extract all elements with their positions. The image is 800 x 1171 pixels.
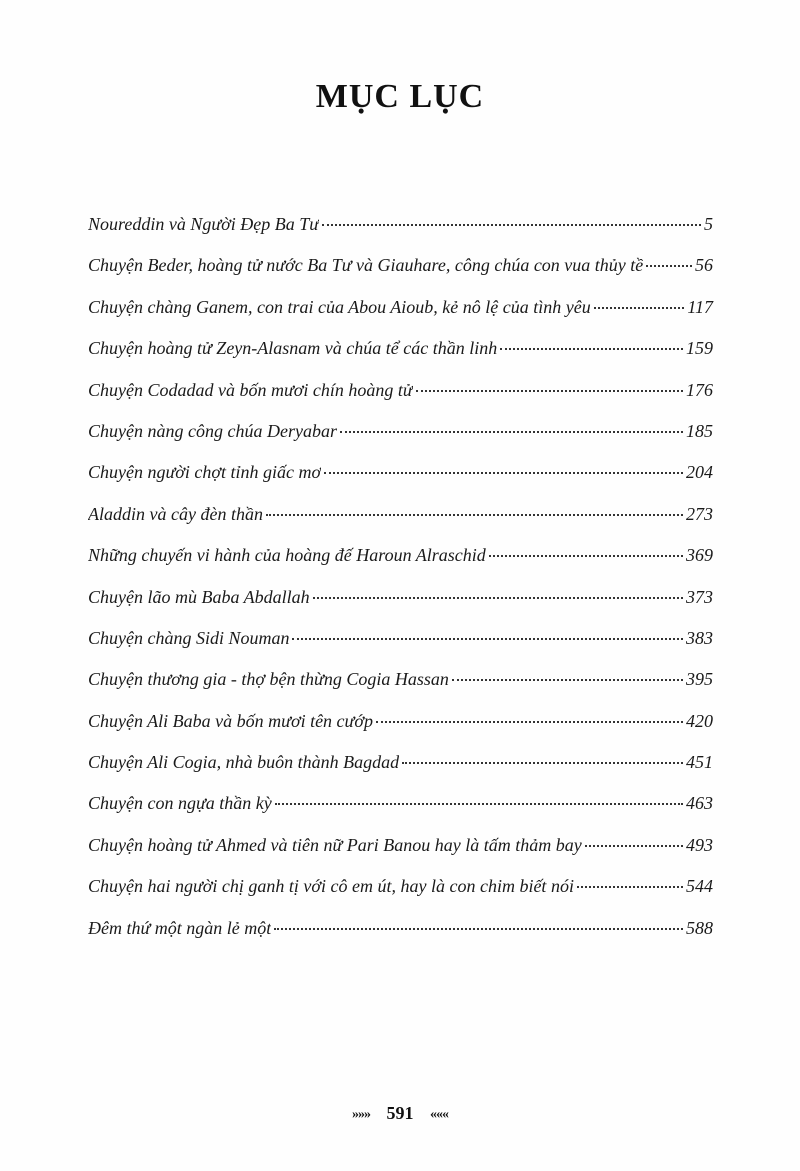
toc-entry-title: Chuyện Ali Cogia, nhà buôn thành Bagdad — [88, 752, 400, 773]
toc-entry-title: Chuyện chàng Sidi Nouman — [88, 627, 290, 648]
toc-entry-page: 451 — [686, 752, 713, 773]
toc-entry-title: Chuyện con ngựa thần kỳ — [88, 793, 272, 814]
toc-entry-title: Aladdin và cây đèn thần — [88, 503, 263, 524]
toc-entry-page: 185 — [686, 420, 713, 441]
dot-leader — [292, 638, 683, 640]
dot-leader — [274, 928, 683, 930]
page-number: 591 — [386, 1103, 414, 1123]
left-ornament-icon: »»» — [352, 1107, 370, 1122]
toc-entry-page: 176 — [686, 379, 713, 400]
dot-leader — [577, 886, 683, 888]
toc-entry-title: Chuyện Codadad và bốn mươi chín hoàng tử — [88, 379, 413, 400]
dot-leader — [275, 803, 683, 805]
dot-leader — [452, 679, 683, 681]
dot-leader — [500, 348, 683, 350]
dot-leader — [313, 597, 683, 599]
toc-entry — [88, 502, 713, 543]
toc-entry-title: Chuyện chàng Ganem, con trai của Abou Aioub, kẻ nô lệ của tình yêu — [88, 296, 591, 317]
toc-entry — [88, 833, 713, 874]
toc-entry-page: 383 — [686, 627, 713, 648]
toc-entry-title: Chuyện hai người chị ganh tị với cô em út, hay là con chim biết nói — [88, 876, 574, 897]
dot-leader — [489, 555, 683, 557]
toc-entry — [88, 585, 713, 626]
dot-leader — [340, 431, 683, 433]
toc-entry-page: 117 — [687, 296, 713, 317]
dot-leader — [402, 762, 683, 764]
toc-entry-page: 56 — [695, 255, 713, 276]
toc-entry-title: Chuyện người chợt tỉnh giấc mơ — [88, 462, 322, 483]
toc-entry — [88, 874, 713, 915]
page-footer — [0, 1103, 800, 1124]
toc-entry — [88, 916, 713, 957]
toc-entry-page: 273 — [686, 503, 713, 524]
table-of-contents — [88, 212, 713, 957]
dot-leader — [322, 224, 701, 226]
toc-entry — [88, 460, 713, 501]
dot-leader — [594, 307, 685, 309]
toc-entry-title: Chuyện hoàng tử Zeyn-Alasnam và chúa tể các thần linh — [88, 338, 498, 359]
dot-leader — [376, 721, 683, 723]
toc-entry-title: Chuyện thương gia - thợ bện thừng Cogia Hassan — [88, 669, 449, 690]
toc-entry — [88, 626, 713, 667]
toc-entry-title: Chuyện Beder, hoàng tử nước Ba Tư và Giauhare, công chúa con vua thủy tề — [88, 255, 644, 276]
toc-entry — [88, 253, 713, 294]
toc-entry — [88, 295, 713, 336]
toc-entry-page: 204 — [686, 462, 713, 483]
toc-entry — [88, 212, 713, 253]
toc-entry-page: 159 — [686, 338, 713, 359]
toc-entry-title: Chuyện Ali Baba và bốn mươi tên cướp — [88, 710, 373, 731]
toc-entry — [88, 336, 713, 377]
toc-entry — [88, 709, 713, 750]
toc-entry-title: Chuyện hoàng tử Ahmed và tiên nữ Pari Banou hay là tấm thảm bay — [88, 834, 582, 855]
toc-entry-page: 493 — [686, 834, 713, 855]
toc-entry — [88, 667, 713, 708]
dot-leader — [585, 845, 683, 847]
dot-leader — [266, 514, 683, 516]
dot-leader — [416, 390, 683, 392]
toc-entry-page: 373 — [686, 586, 713, 607]
toc-entry-page: 463 — [686, 793, 713, 814]
toc-entry — [88, 750, 713, 791]
toc-entry-page: 5 — [704, 214, 713, 234]
toc-entry-title: Đêm thứ một ngàn lẻ một — [88, 917, 272, 938]
toc-entry-page: 395 — [686, 669, 713, 690]
toc-entry — [88, 419, 713, 460]
right-ornament-icon: ««« — [430, 1107, 448, 1122]
toc-entry-page: 369 — [686, 545, 713, 566]
dot-leader — [646, 265, 692, 267]
toc-entry-title: Chuyện lão mù Baba Abdallah — [88, 586, 310, 607]
dot-leader — [324, 472, 683, 474]
toc-entry — [88, 378, 713, 419]
toc-entry-page: 420 — [686, 710, 713, 731]
toc-entry-title: Những chuyến vi hành của hoàng đế Haroun Alraschid — [88, 545, 486, 566]
toc-entry — [88, 791, 713, 832]
toc-entry-page: 544 — [686, 876, 713, 897]
toc-entry-title: Chuyện nàng công chúa Deryabar — [88, 420, 337, 441]
toc-entry-page: 588 — [686, 917, 713, 938]
page-title: MỤC LỤC — [315, 78, 485, 115]
toc-entry-title: Noureddin và Người Đẹp Ba Tư — [88, 214, 320, 234]
toc-entry — [88, 543, 713, 584]
